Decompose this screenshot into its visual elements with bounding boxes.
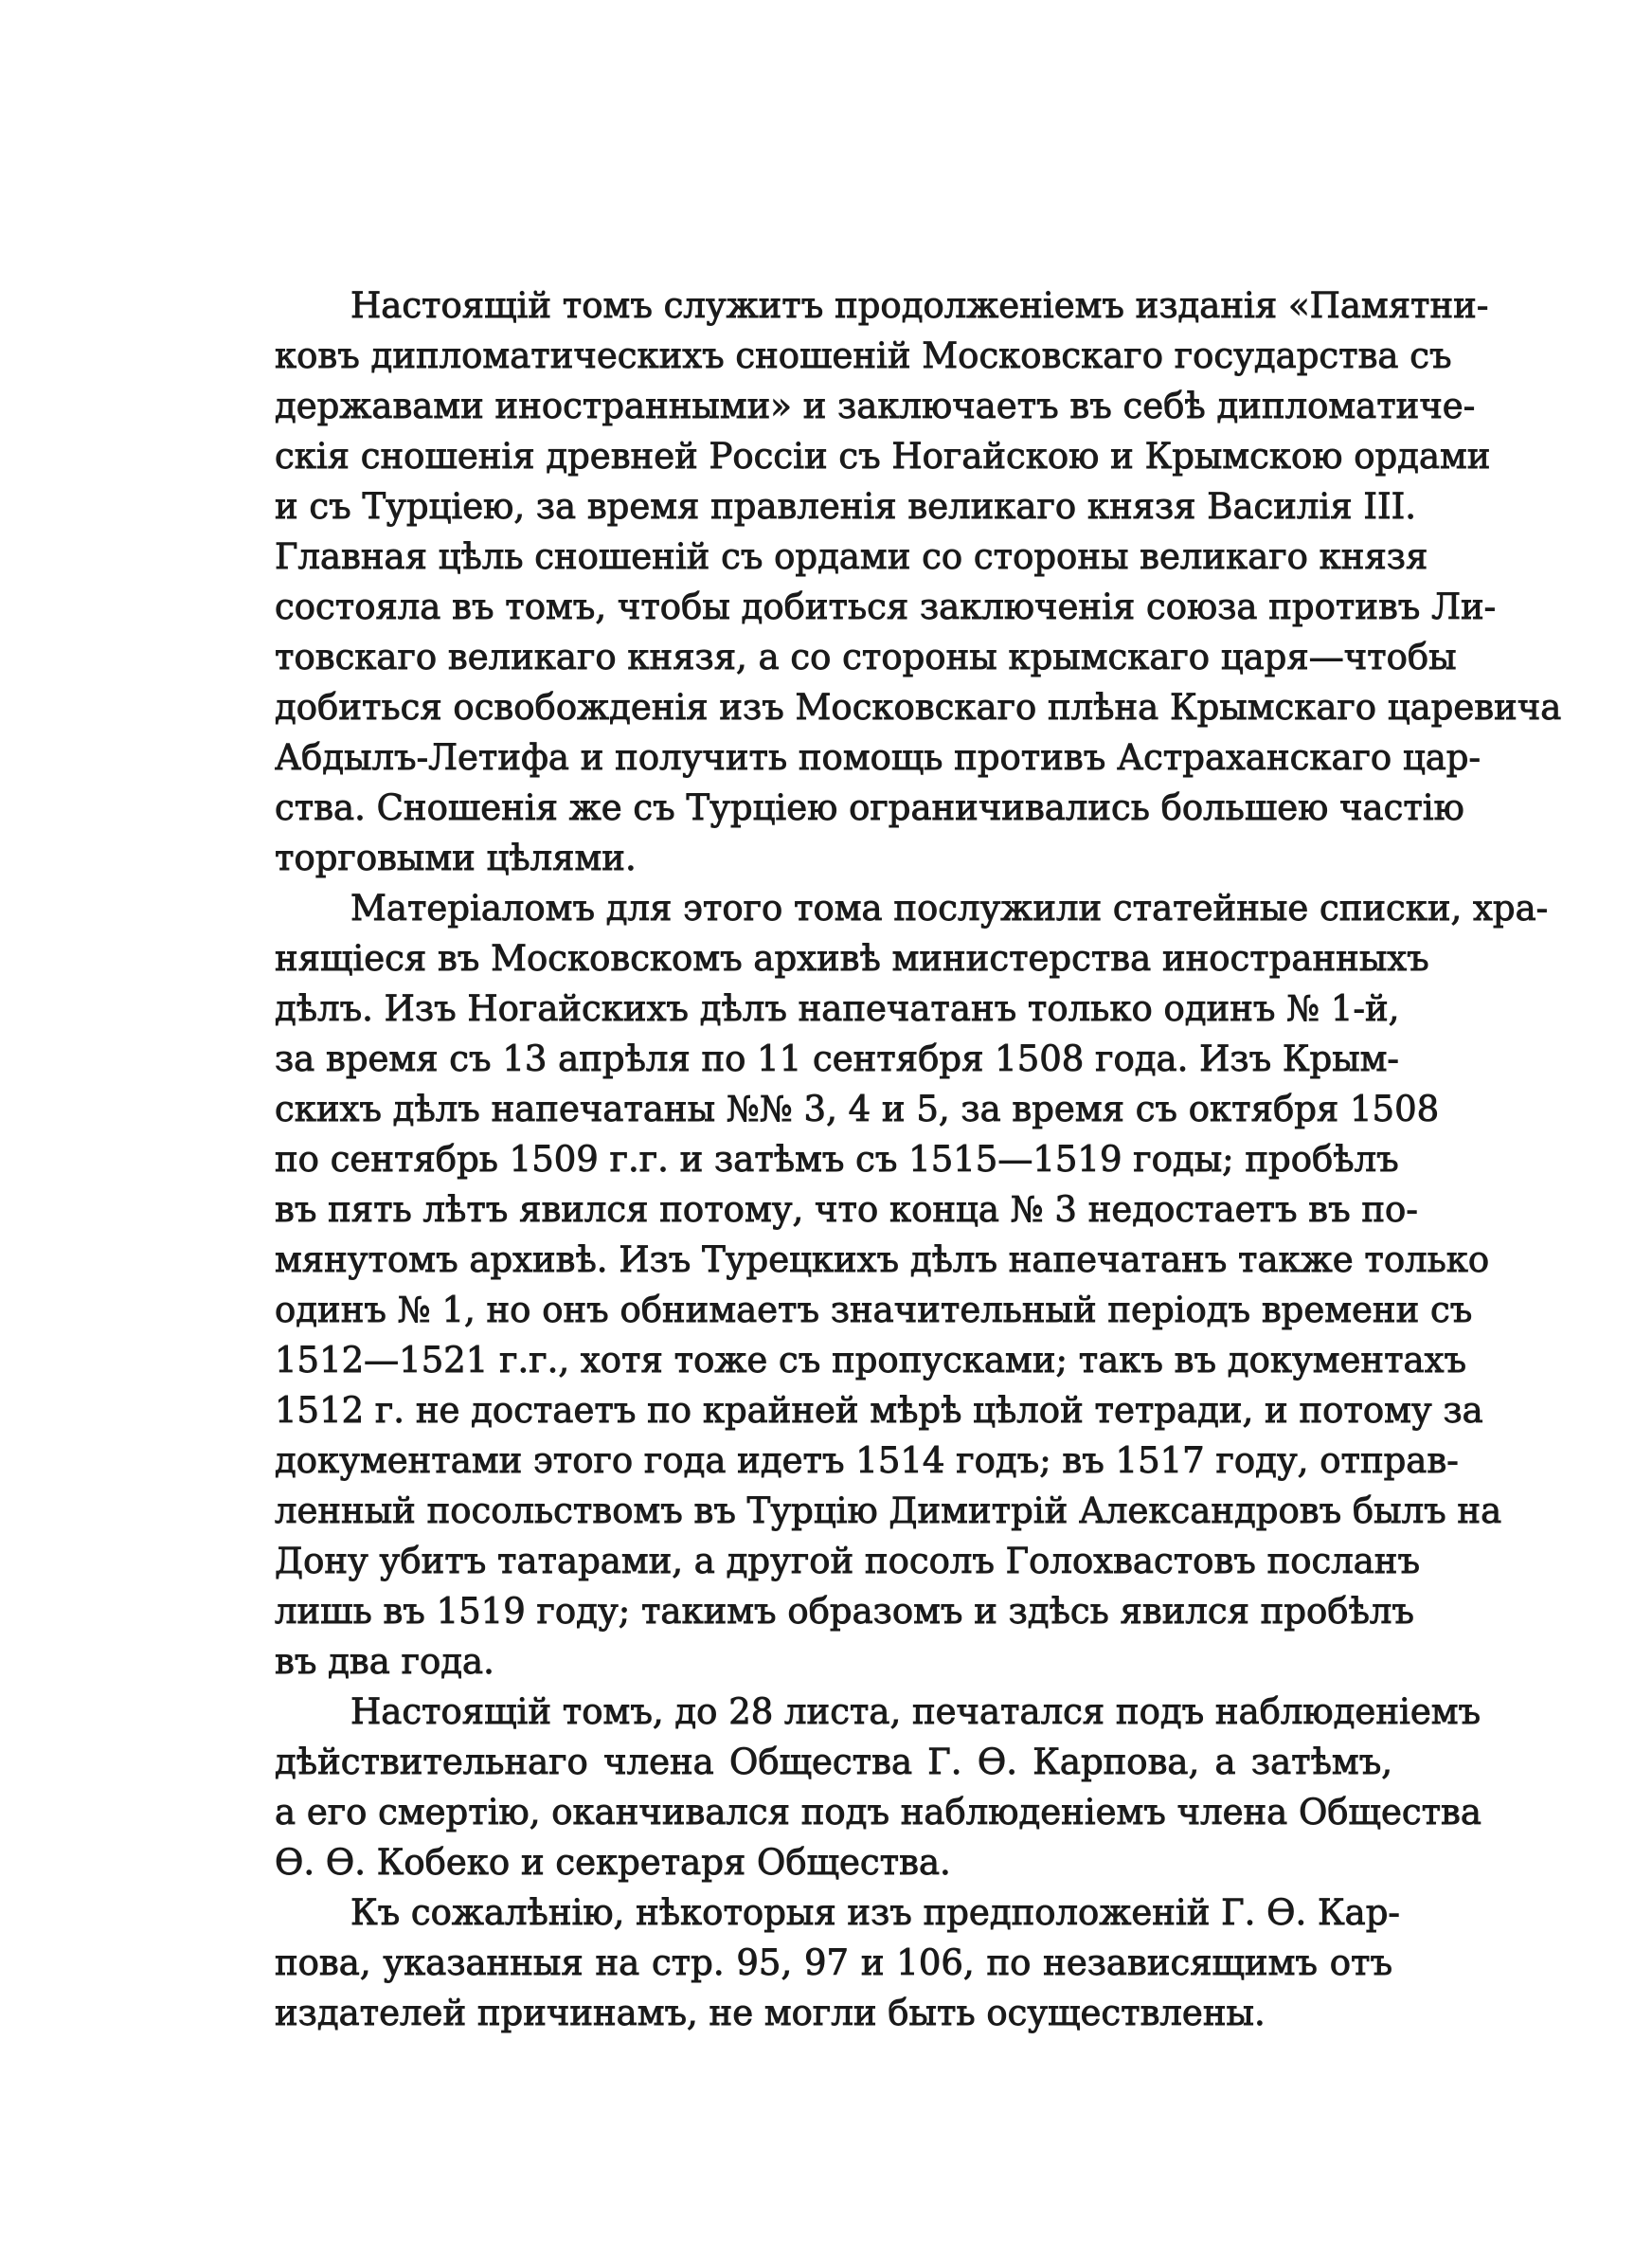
paragraph-2: [275, 883, 1549, 1687]
text-line: а его смертію, оканчивался подъ наблюденіемъ члена Общества: [275, 1792, 1481, 1833]
text-line: состояла въ томъ, чтобы добиться заключенія союза противъ Ли-: [275, 587, 1497, 627]
text-line: нящіеся въ Московскомъ архивѣ министерства иностранныхъ: [275, 938, 1429, 979]
text-line: ства. Сношенія же съ Турціею ограничивались большею частію: [275, 787, 1464, 828]
text-line: дѣйствительнаго члена Общества Г. Ѳ. Карпова, а затѣмъ,: [275, 1742, 1392, 1782]
paragraph-4: [275, 1887, 1400, 2038]
text-line: скія сношенія древней Россіи съ Ногайскою и Крымскою ордами: [275, 436, 1491, 477]
preface-text: [275, 280, 1562, 2038]
text-line: мянутомъ архивѣ. Изъ Турецкихъ дѣлъ напечатанъ также только: [275, 1239, 1490, 1280]
text-line: дѣлъ. Изъ Ногайскихъ дѣлъ напечатанъ только одинъ № 1-й,: [275, 988, 1400, 1029]
text-line: одинъ № 1, но онъ обнимаетъ значительный періодъ времени съ: [275, 1290, 1473, 1330]
text-line: 1512 г. не достаетъ по крайней мѣрѣ цѣлой тетради, и потому за: [275, 1390, 1483, 1431]
text-line: добиться освобожденія изъ Московскаго плѣна Крымскаго царевича: [275, 687, 1562, 728]
paragraph-3: [275, 1687, 1481, 1887]
text-line: пова, указанныя на стр. 95, 97 и 106, по независящимъ отъ: [275, 1942, 1392, 1983]
text-line: документами этого года идетъ 1514 годъ; въ 1517 году, отправ-: [275, 1440, 1459, 1481]
text-line: въ два года.: [275, 1641, 494, 1682]
text-line: скихъ дѣлъ напечатаны №№ 3, 4 и 5, за время съ октября 1508: [275, 1089, 1440, 1129]
text-line: по сентябрь 1509 г.г. и затѣмъ съ 1515—1519 годы; пробѣлъ: [275, 1139, 1399, 1180]
text-line: державами иностранными» и заключаетъ въ себѣ дипломатиче-: [275, 386, 1476, 426]
text-line: 1512—1521 г.г., хотя тоже съ пропусками; такъ въ документахъ: [275, 1340, 1467, 1381]
text-line: лишь въ 1519 году; такимъ образомъ и здѣсь явился пробѣлъ: [275, 1591, 1414, 1632]
text-line: торговыми цѣлями.: [275, 838, 637, 878]
text-line: за время съ 13 апрѣля по 11 сентября 1508 года. Изъ Крым-: [275, 1038, 1399, 1079]
text-line: издателей причинамъ, не могли быть осуществлены.: [275, 1993, 1266, 2033]
paragraph-1: [275, 280, 1562, 883]
text-line: товскаго великаго князя, а со стороны крымскаго царя—чтобы: [275, 637, 1457, 677]
text-line: ленный посольствомъ въ Турцію Димитрій Александровъ былъ на: [275, 1490, 1502, 1531]
text-line: Абдылъ-Летифа и получить помощь противъ Астраханскаго цар-: [275, 737, 1481, 778]
text-line: Ѳ. Ѳ. Кобеко и секретаря Общества.: [275, 1842, 951, 1883]
text-line: Настоящій томъ служитъ продолженіемъ изданія «Памятни-: [350, 285, 1489, 326]
text-line: Матеріаломъ для этого тома послужили статейные списки, хра-: [350, 888, 1549, 929]
text-line: ковъ дипломатическихъ сношеній Московскаго государства съ: [275, 335, 1452, 376]
text-line: и съ Турціею, за время правленія великаго князя Василія III.: [275, 486, 1416, 527]
text-line: Главная цѣль сношеній съ ордами со стороны великаго князя: [275, 536, 1428, 577]
text-line: Къ сожалѣнію, нѣкоторыя изъ предположеній Г. Ѳ. Кар-: [350, 1892, 1400, 1933]
text-line: Дону убитъ татарами, а другой посолъ Голохвастовъ посланъ: [275, 1541, 1421, 1581]
text-line: въ пять лѣтъ явился потому, что конца № 3 недостаетъ въ по-: [275, 1189, 1418, 1230]
text-line: Настоящій томъ, до 28 листа, печатался подъ наблюденіемъ: [350, 1691, 1481, 1732]
